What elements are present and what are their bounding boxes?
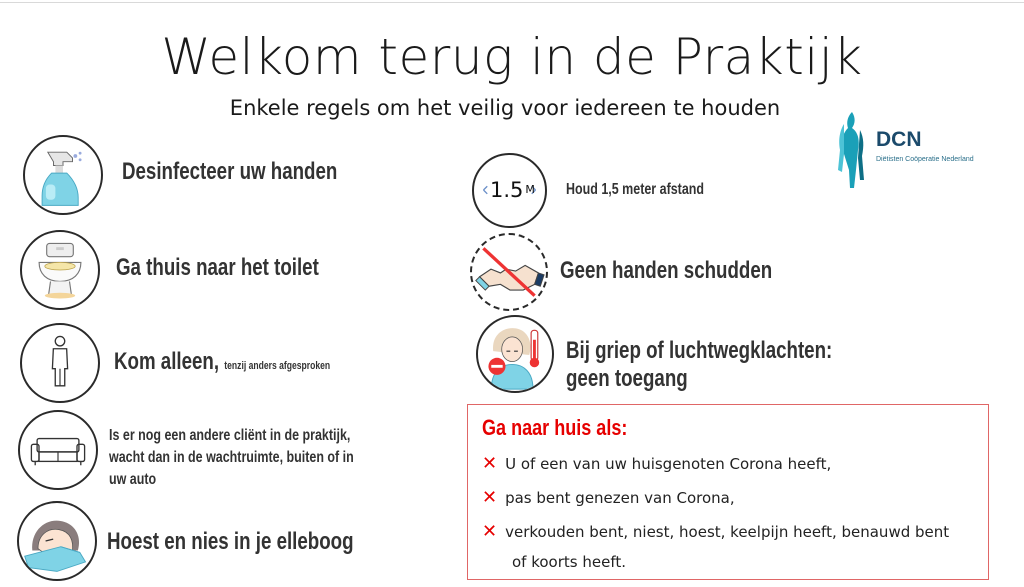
go-home-item	[482, 453, 831, 474]
go-home-title: Ga naar huis als:	[482, 415, 628, 440]
cross-icon: ✕	[482, 521, 498, 542]
rule-no-handshake: Geen handen schudden	[560, 257, 773, 284]
logo-wordmark: DCN	[876, 128, 922, 151]
go-home-item-continued: of koorts heeft.	[512, 553, 626, 571]
sick-person-icon	[476, 315, 554, 393]
rule-other-client-line2: wacht dan in de wachtruimte, buiten of in	[109, 449, 354, 466]
go-home-item	[482, 521, 949, 542]
cross-icon: ✕	[482, 453, 498, 474]
rule-cough-elbow: Hoest en nies in je elleboog	[107, 528, 354, 555]
person-icon	[20, 323, 100, 403]
page-title: Welkom terug in de Praktijk	[161, 28, 863, 86]
rule-flu-line1: Bij griep of luchtwegklachten:	[566, 337, 833, 364]
sofa-icon	[18, 410, 98, 490]
no-handshake-icon	[470, 233, 548, 311]
go-home-item-text: pas bent genezen van Corona,	[505, 489, 735, 507]
rule-flu-no-access	[566, 337, 832, 393]
go-home-item-text: verkouden bent, niest, hoest, keelpijn heeft, benauwd bent	[505, 523, 950, 541]
dcn-logo	[830, 110, 990, 190]
page-subtitle: Enkele regels om het veilig voor iedereen te houden	[229, 96, 781, 120]
toilet-icon	[20, 230, 100, 310]
top-divider	[0, 2, 1024, 3]
rule-home-toilet: Ga thuis naar het toilet	[116, 254, 319, 281]
go-home-item-text: U of een van uw huisgenoten Corona heeft,	[505, 455, 832, 473]
go-home-box	[467, 404, 989, 580]
distance-unit: M	[525, 183, 535, 196]
spray-bottle-icon	[23, 135, 103, 215]
rule-come-alone-text: Kom alleen,	[114, 348, 220, 375]
cough-elbow-icon	[17, 501, 97, 581]
cross-icon: ✕	[482, 487, 498, 508]
distance-value: 1.5	[490, 178, 524, 202]
rule-other-client	[109, 425, 354, 491]
dcn-figure-icon	[830, 110, 874, 190]
distance-badge	[490, 178, 535, 202]
rule-other-client-line1: Is er nog een andere cliënt in de praktijk,	[109, 427, 351, 444]
rule-come-alone	[114, 348, 330, 376]
logo-tagline: Diëtisten Coöperatie Nederland	[876, 156, 974, 163]
distance-icon	[472, 153, 547, 228]
go-home-item	[482, 487, 735, 508]
rule-come-alone-note: tenzij anders afgesproken	[224, 360, 331, 372]
rule-flu-line2: geen toegang	[566, 365, 688, 392]
rule-keep-distance: Houd 1,5 meter afstand	[566, 181, 705, 198]
rule-disinfect-hands: Desinfecteer uw handen	[122, 158, 338, 185]
rule-other-client-line3: uw auto	[109, 471, 157, 488]
